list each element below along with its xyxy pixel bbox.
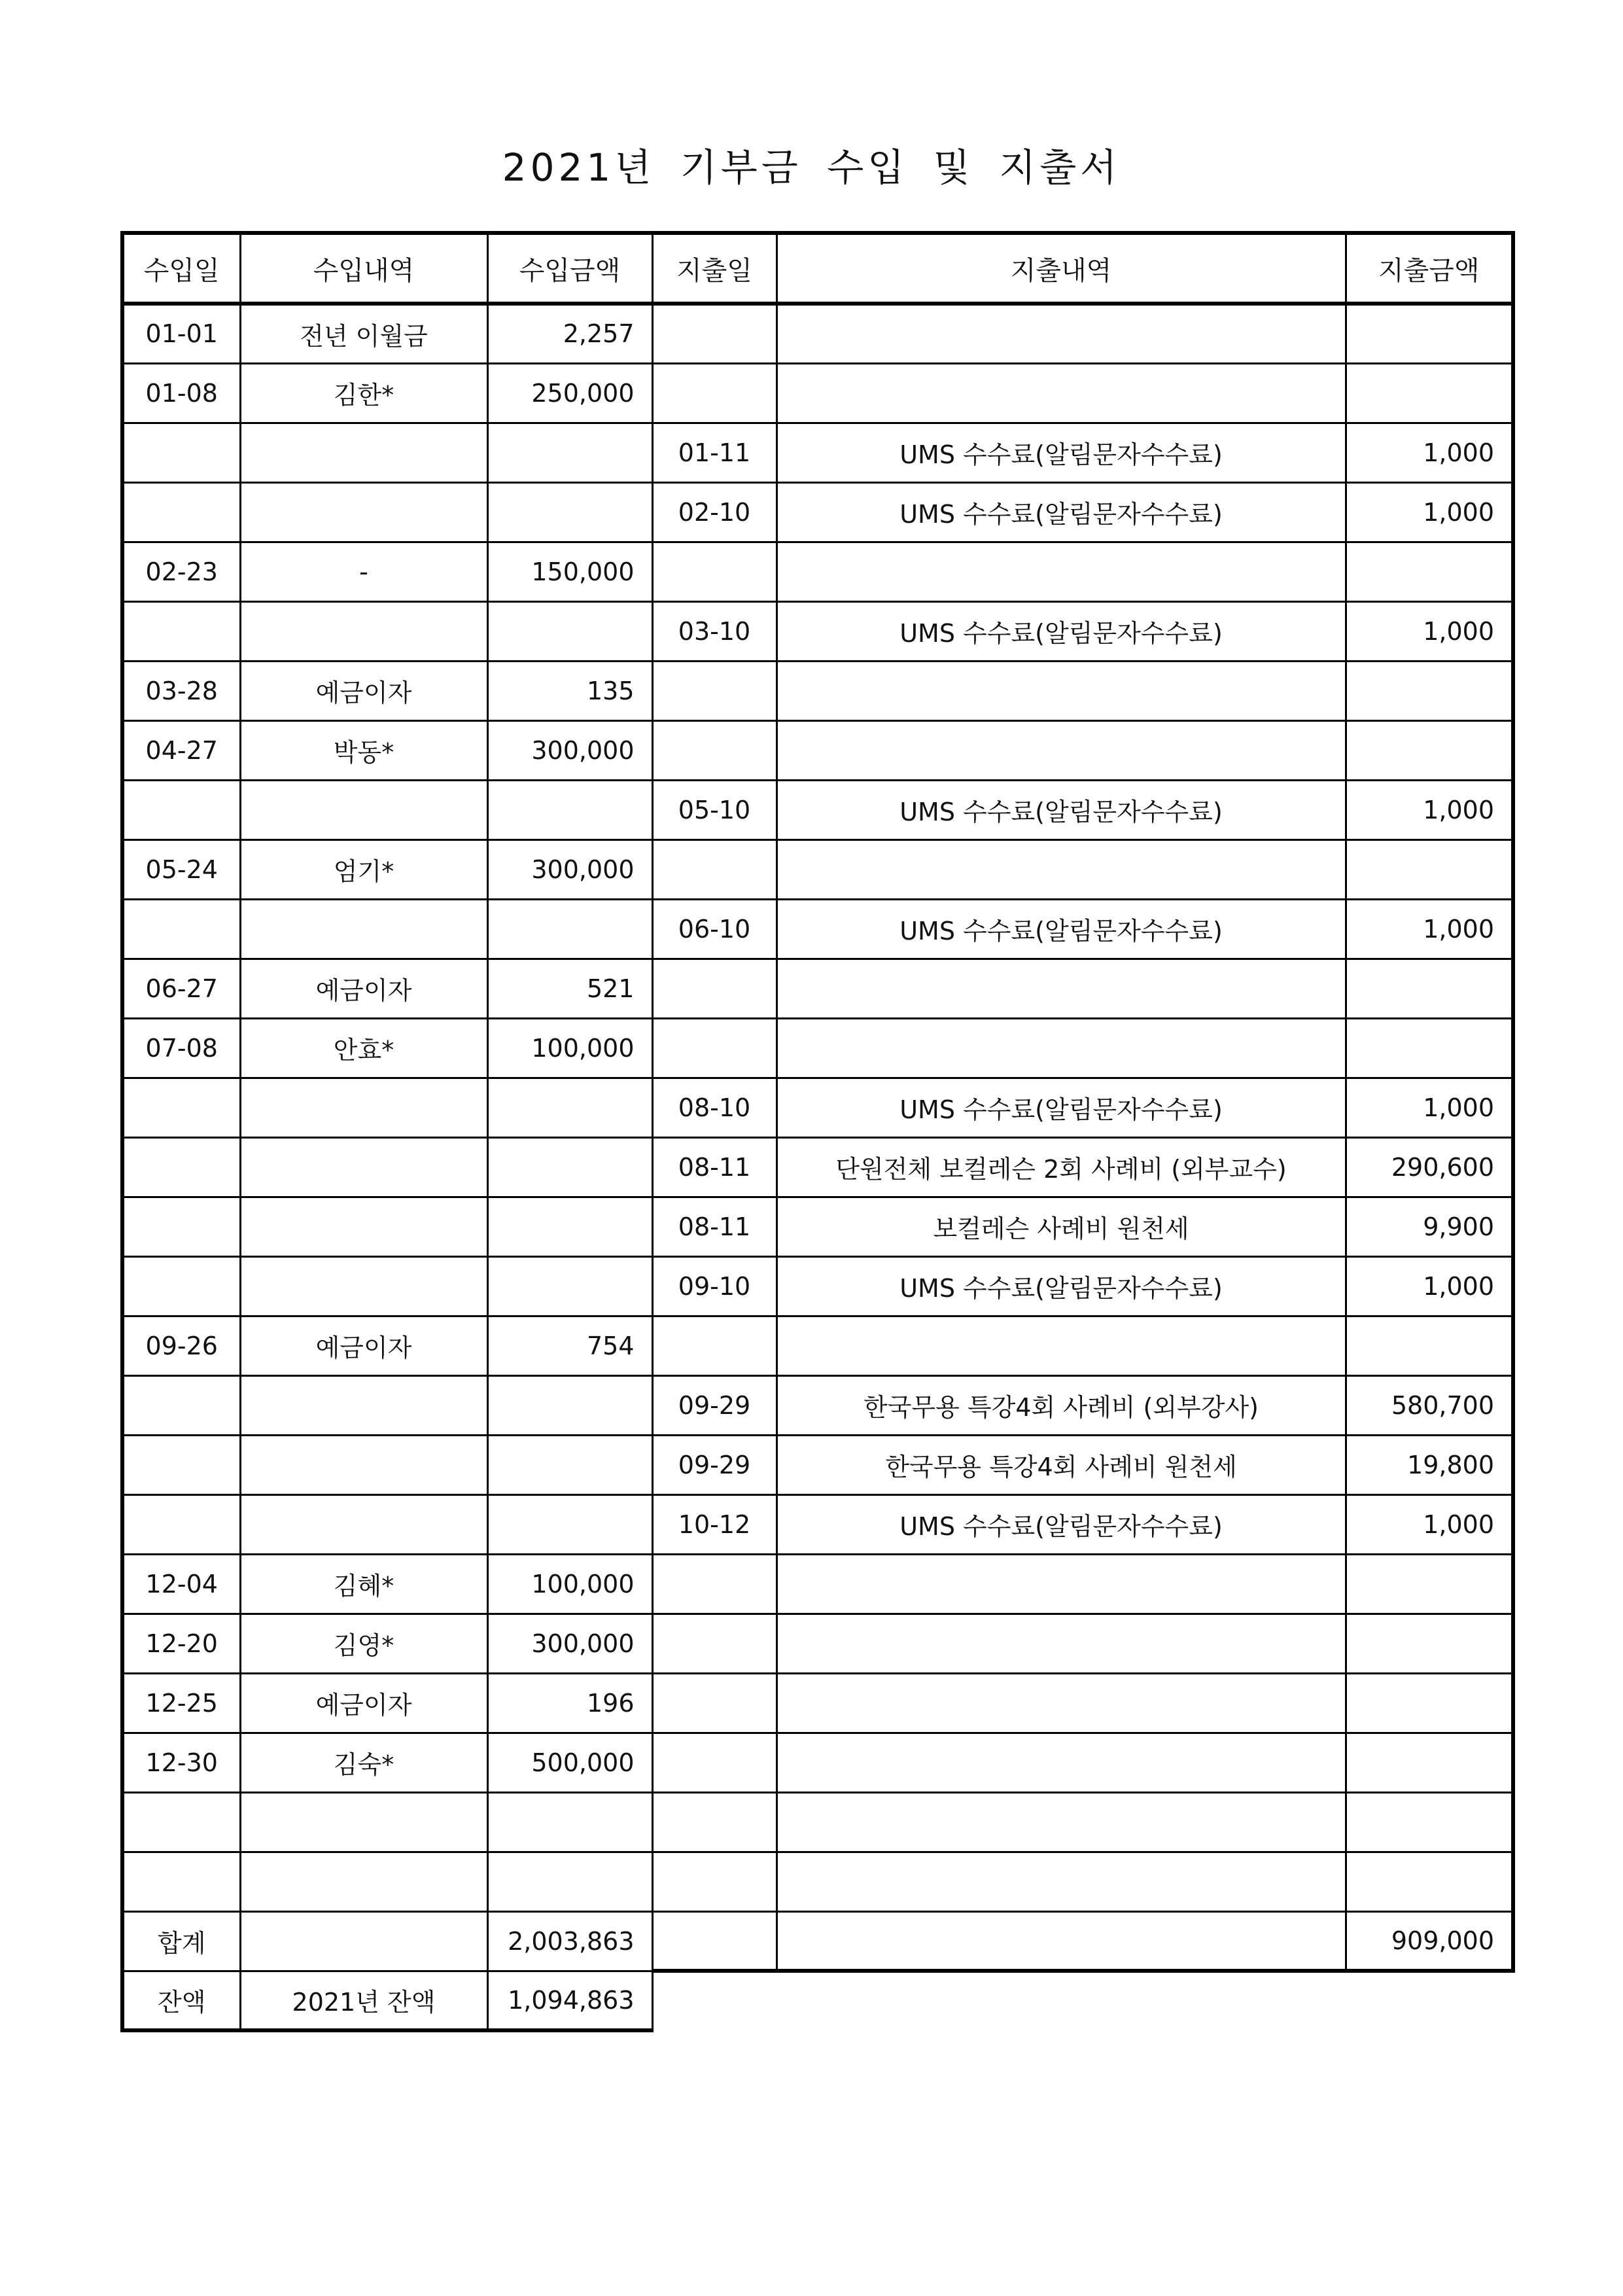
expense-date-cell: 06-10 — [652, 899, 777, 959]
expense-amount-cell — [1346, 542, 1513, 601]
header-income-amount: 수입금액 — [487, 233, 652, 304]
expense-date-cell — [652, 542, 777, 601]
income-desc-cell: 예금이자 — [240, 1673, 487, 1733]
table-row — [122, 1733, 1513, 1792]
table-row — [122, 899, 1513, 959]
expense-desc-cell: UMS 수수료(알림문자수수료) — [777, 1494, 1346, 1554]
income-amount-cell: 754 — [487, 1316, 652, 1375]
expense-date-cell: 03-10 — [652, 601, 777, 661]
expense-desc-cell: 한국무용 특강4회 사례비 (외부강사) — [777, 1375, 1346, 1435]
expense-amount-cell — [1346, 839, 1513, 899]
income-desc-cell: 전년 이월금 — [240, 304, 487, 363]
income-desc-cell — [240, 899, 487, 959]
table-row — [122, 1494, 1513, 1554]
header-income-date: 수입일 — [122, 233, 240, 304]
table-row — [122, 1316, 1513, 1375]
income-desc-cell: 김혜* — [240, 1554, 487, 1614]
income-date-cell: 05-24 — [122, 839, 240, 899]
expense-amount-cell — [1346, 363, 1513, 423]
balance-amount: 1,094,863 — [487, 1971, 652, 2030]
expense-desc-cell — [777, 542, 1346, 601]
table-row — [122, 482, 1513, 542]
income-desc-cell: 김한* — [240, 363, 487, 423]
table-row — [122, 542, 1513, 601]
income-amount-cell — [487, 1078, 652, 1137]
income-amount-cell: 100,000 — [487, 1018, 652, 1078]
expense-date-cell — [652, 1733, 777, 1792]
income-date-cell: 01-08 — [122, 363, 240, 423]
income-amount-cell: 521 — [487, 959, 652, 1018]
expense-desc-cell: UMS 수수료(알림문자수수료) — [777, 1256, 1346, 1316]
expense-desc-cell: UMS 수수료(알림문자수수료) — [777, 423, 1346, 482]
expense-date-cell: 10-12 — [652, 1494, 777, 1554]
expense-amount-cell: 1,000 — [1346, 780, 1513, 839]
income-date-cell — [122, 1494, 240, 1554]
income-date-cell: 06-27 — [122, 959, 240, 1018]
table-row — [122, 1673, 1513, 1733]
expense-amount-cell — [1346, 720, 1513, 780]
header-expense-amount: 지출금액 — [1346, 233, 1513, 304]
table-row — [122, 1852, 1513, 1911]
expense-amount-cell — [1346, 1733, 1513, 1792]
income-amount-cell — [487, 1197, 652, 1256]
income-amount-cell — [487, 1375, 652, 1435]
balance-empty — [1346, 1971, 1513, 2030]
expense-desc-cell: UMS 수수료(알림문자수수료) — [777, 899, 1346, 959]
income-amount-cell: 196 — [487, 1673, 652, 1733]
table-row — [122, 1197, 1513, 1256]
expense-desc-cell: 보컬레슨 사례비 원천세 — [777, 1197, 1346, 1256]
income-date-cell — [122, 1852, 240, 1911]
table-row — [122, 1018, 1513, 1078]
expense-desc-cell: UMS 수수료(알림문자수수료) — [777, 780, 1346, 839]
table-row — [122, 1792, 1513, 1852]
income-desc-cell: 예금이자 — [240, 661, 487, 720]
income-amount-cell — [487, 1137, 652, 1197]
table-row — [122, 780, 1513, 839]
income-desc-cell — [240, 1078, 487, 1137]
income-desc-cell: 김숙* — [240, 1733, 487, 1792]
balance-row — [122, 1971, 1513, 2030]
expense-desc-cell: UMS 수수료(알림문자수수료) — [777, 482, 1346, 542]
income-total: 2,003,863 — [487, 1911, 652, 1971]
expense-desc-cell: 한국무용 특강4회 사례비 원천세 — [777, 1435, 1346, 1494]
expense-date-cell: 08-11 — [652, 1137, 777, 1197]
expense-amount-cell — [1346, 1316, 1513, 1375]
income-amount-cell: 300,000 — [487, 1614, 652, 1673]
income-amount-cell: 2,257 — [487, 304, 652, 363]
expense-desc-cell — [777, 1673, 1346, 1733]
income-date-cell: 01-01 — [122, 304, 240, 363]
balance-label: 잔액 — [122, 1971, 240, 2030]
table-row — [122, 720, 1513, 780]
expense-amount-cell: 9,900 — [1346, 1197, 1513, 1256]
expense-amount-cell: 580,700 — [1346, 1375, 1513, 1435]
expense-desc-cell — [777, 661, 1346, 720]
expense-desc-cell — [777, 1852, 1346, 1911]
income-desc-cell — [240, 1256, 487, 1316]
expense-amount-cell: 1,000 — [1346, 899, 1513, 959]
income-date-cell: 12-25 — [122, 1673, 240, 1733]
expense-amount-cell: 1,000 — [1346, 1256, 1513, 1316]
income-date-cell: 04-27 — [122, 720, 240, 780]
income-amount-cell — [487, 482, 652, 542]
expense-amount-cell: 1,000 — [1346, 482, 1513, 542]
table-row — [122, 1375, 1513, 1435]
income-amount-cell — [487, 1852, 652, 1911]
expense-amount-cell: 19,800 — [1346, 1435, 1513, 1494]
expense-amount-cell: 1,000 — [1346, 1078, 1513, 1137]
income-amount-cell — [487, 899, 652, 959]
expense-desc-cell — [777, 1792, 1346, 1852]
expense-date-cell — [652, 363, 777, 423]
expense-date-cell — [652, 720, 777, 780]
income-amount-cell: 135 — [487, 661, 652, 720]
income-date-cell — [122, 780, 240, 839]
expense-date-cell: 02-10 — [652, 482, 777, 542]
totals-blank — [240, 1911, 487, 1971]
income-desc-cell — [240, 1197, 487, 1256]
income-date-cell — [122, 1375, 240, 1435]
income-date-cell — [122, 1078, 240, 1137]
income-amount-cell — [487, 1494, 652, 1554]
income-date-cell — [122, 601, 240, 661]
table-row — [122, 959, 1513, 1018]
income-desc-cell — [240, 1435, 487, 1494]
income-date-cell — [122, 1197, 240, 1256]
expense-date-cell: 09-10 — [652, 1256, 777, 1316]
income-date-cell — [122, 1792, 240, 1852]
expense-date-cell: 09-29 — [652, 1375, 777, 1435]
totals-row — [122, 1911, 1513, 1971]
income-desc-cell: 엄기* — [240, 839, 487, 899]
income-date-cell: 07-08 — [122, 1018, 240, 1078]
expense-amount-cell — [1346, 661, 1513, 720]
income-desc-cell: 예금이자 — [240, 1316, 487, 1375]
totals-blank — [652, 1911, 777, 1971]
income-desc-cell — [240, 780, 487, 839]
expense-desc-cell — [777, 1316, 1346, 1375]
expense-amount-cell — [1346, 1614, 1513, 1673]
expense-amount-cell — [1346, 959, 1513, 1018]
income-date-cell: 12-30 — [122, 1733, 240, 1792]
expense-date-cell — [652, 1614, 777, 1673]
income-date-cell: 02-23 — [122, 542, 240, 601]
table-row — [122, 423, 1513, 482]
income-desc-cell: - — [240, 542, 487, 601]
expense-desc-cell: 단원전체 보컬레슨 2회 사례비 (외부교수) — [777, 1137, 1346, 1197]
income-amount-cell: 300,000 — [487, 720, 652, 780]
expense-desc-cell — [777, 720, 1346, 780]
totals-label: 합계 — [122, 1911, 240, 1971]
expense-amount-cell — [1346, 1792, 1513, 1852]
income-amount-cell — [487, 1792, 652, 1852]
expense-desc-cell — [777, 363, 1346, 423]
table-row — [122, 363, 1513, 423]
income-desc-cell — [240, 1792, 487, 1852]
income-amount-cell — [487, 423, 652, 482]
income-date-cell — [122, 1256, 240, 1316]
income-amount-cell: 300,000 — [487, 839, 652, 899]
income-date-cell — [122, 423, 240, 482]
expense-date-cell — [652, 1316, 777, 1375]
expense-amount-cell — [1346, 1554, 1513, 1614]
table-row — [122, 1554, 1513, 1614]
income-amount-cell: 250,000 — [487, 363, 652, 423]
income-desc-cell — [240, 1494, 487, 1554]
income-amount-cell: 100,000 — [487, 1554, 652, 1614]
income-amount-cell — [487, 601, 652, 661]
expense-date-cell — [652, 959, 777, 1018]
table-row — [122, 1256, 1513, 1316]
table-row — [122, 304, 1513, 363]
expense-date-cell: 08-11 — [652, 1197, 777, 1256]
expense-date-cell: 09-29 — [652, 1435, 777, 1494]
income-date-cell: 09-26 — [122, 1316, 240, 1375]
table-row — [122, 1614, 1513, 1673]
table-row — [122, 661, 1513, 720]
income-amount-cell: 500,000 — [487, 1733, 652, 1792]
income-amount-cell — [487, 1435, 652, 1494]
expense-desc-cell — [777, 959, 1346, 1018]
income-desc-cell: 김영* — [240, 1614, 487, 1673]
income-date-cell — [122, 1435, 240, 1494]
expense-desc-cell — [777, 1614, 1346, 1673]
income-desc-cell — [240, 423, 487, 482]
table-row — [122, 839, 1513, 899]
expense-total: 909,000 — [1346, 1911, 1513, 1971]
header-row — [122, 233, 1513, 304]
expense-desc-cell — [777, 1554, 1346, 1614]
income-date-cell — [122, 1137, 240, 1197]
income-date-cell — [122, 899, 240, 959]
expense-amount-cell — [1346, 1673, 1513, 1733]
expense-desc-cell: UMS 수수료(알림문자수수료) — [777, 1078, 1346, 1137]
income-desc-cell — [240, 1137, 487, 1197]
income-date-cell: 12-04 — [122, 1554, 240, 1614]
balance-empty — [777, 1971, 1346, 2030]
expense-date-cell: 01-11 — [652, 423, 777, 482]
expense-amount-cell: 1,000 — [1346, 423, 1513, 482]
expense-desc-cell — [777, 839, 1346, 899]
expense-amount-cell: 1,000 — [1346, 1494, 1513, 1554]
income-amount-cell — [487, 780, 652, 839]
income-desc-cell — [240, 1852, 487, 1911]
income-desc-cell — [240, 482, 487, 542]
expense-date-cell — [652, 1018, 777, 1078]
header-income-desc: 수입내역 — [240, 233, 487, 304]
balance-desc: 2021년 잔액 — [240, 1971, 487, 2030]
expense-date-cell — [652, 304, 777, 363]
income-amount-cell: 150,000 — [487, 542, 652, 601]
expense-desc-cell: UMS 수수료(알림문자수수료) — [777, 601, 1346, 661]
income-date-cell: 03-28 — [122, 661, 240, 720]
header-expense-date: 지출일 — [652, 233, 777, 304]
table-row — [122, 601, 1513, 661]
income-amount-cell — [487, 1256, 652, 1316]
table-row — [122, 1435, 1513, 1494]
expense-amount-cell — [1346, 1852, 1513, 1911]
income-desc-cell: 박동* — [240, 720, 487, 780]
expense-amount-cell — [1346, 1018, 1513, 1078]
document-title: 2021년 기부금 수입 및 지출서 — [502, 145, 1121, 190]
income-desc-cell — [240, 601, 487, 661]
expense-date-cell: 05-10 — [652, 780, 777, 839]
expense-date-cell — [652, 839, 777, 899]
ledger-table — [120, 231, 1515, 2032]
expense-date-cell — [652, 1554, 777, 1614]
expense-amount-cell: 1,000 — [1346, 601, 1513, 661]
expense-date-cell — [652, 1673, 777, 1733]
income-desc-cell: 예금이자 — [240, 959, 487, 1018]
income-date-cell: 12-20 — [122, 1614, 240, 1673]
expense-date-cell: 08-10 — [652, 1078, 777, 1137]
totals-blank — [777, 1911, 1346, 1971]
expense-desc-cell — [777, 1733, 1346, 1792]
income-desc-cell — [240, 1375, 487, 1435]
expense-date-cell — [652, 1792, 777, 1852]
expense-amount-cell: 290,600 — [1346, 1137, 1513, 1197]
income-desc-cell: 안효* — [240, 1018, 487, 1078]
expense-date-cell — [652, 661, 777, 720]
header-expense-desc: 지출내역 — [777, 233, 1346, 304]
income-date-cell — [122, 482, 240, 542]
expense-desc-cell — [777, 1018, 1346, 1078]
table-row — [122, 1078, 1513, 1137]
expense-desc-cell — [777, 304, 1346, 363]
balance-empty — [652, 1971, 777, 2030]
expense-date-cell — [652, 1852, 777, 1911]
table-row — [122, 1137, 1513, 1197]
expense-amount-cell — [1346, 304, 1513, 363]
